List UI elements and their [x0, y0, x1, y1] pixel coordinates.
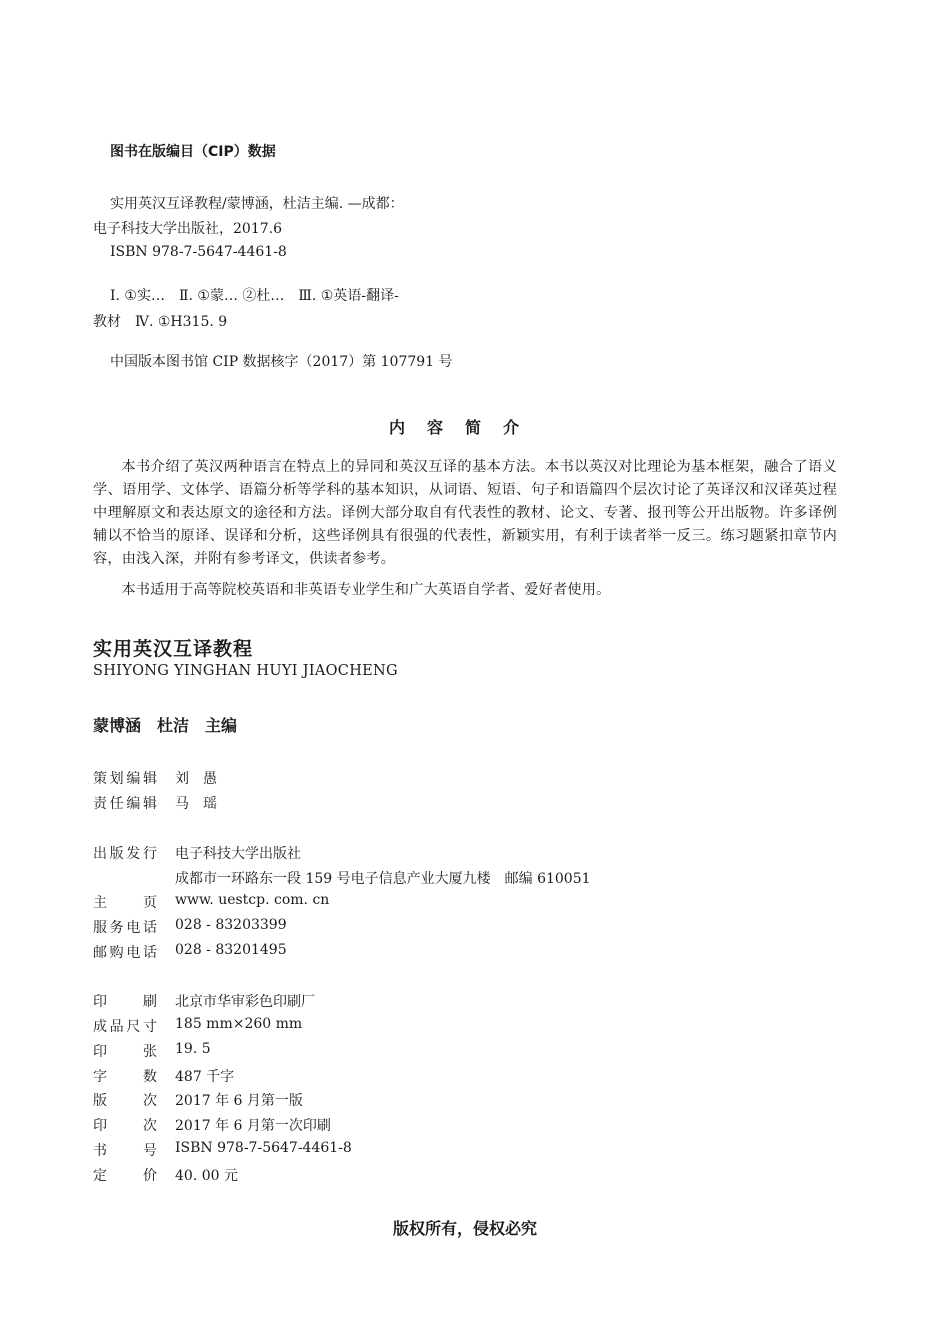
- info-value: 487 千字: [175, 1069, 235, 1085]
- info-value: 北京市华审彩色印刷厂: [175, 994, 315, 1010]
- summary-title: 内容简介: [388, 418, 541, 437]
- service-phone: 028 - 83203399: [175, 917, 287, 933]
- publisher-row: [93, 843, 301, 863]
- cip-verification: 中国版本图书馆 CIP 数据核字（2017）第 107791 号: [110, 354, 453, 370]
- spec-row: [93, 1041, 211, 1061]
- info-value: 马 瑶: [175, 796, 217, 812]
- spec-row: [93, 1016, 303, 1036]
- mail-order-phone-row: [93, 942, 287, 962]
- copyright-notice: 版权所有，侵权必究: [392, 1219, 537, 1238]
- info-label: 主页: [93, 895, 157, 911]
- info-label: 出版发行: [93, 846, 157, 862]
- publisher-name: 电子科技大学出版社: [175, 846, 301, 862]
- info-value: 2017 年 6 月第一次印刷: [175, 1118, 331, 1134]
- homepage-url: www. uestcp. com. cn: [175, 892, 330, 908]
- info-label: 印张: [93, 1044, 157, 1060]
- author-2: 杜洁: [157, 716, 190, 735]
- cip-line-1: 实用英汉互译教程/蒙博涵，杜洁主编. —成都：: [110, 196, 404, 212]
- spec-row: [93, 991, 315, 1011]
- spec-row: [93, 1140, 352, 1160]
- info-label: 服务电话: [93, 920, 157, 936]
- editor-row: [93, 793, 217, 813]
- info-label: 责任编辑: [93, 796, 157, 812]
- cip-isbn: ISBN 978-7-5647-4461-8: [110, 244, 287, 260]
- book-pinyin: SHIYONG YINGHAN HUYI JIAOCHENG: [93, 663, 398, 679]
- publisher-address: 成都市一环路东一段 159 号电子信息产业大厦九楼 邮编 610051: [175, 871, 591, 887]
- spec-row: [93, 1165, 238, 1185]
- info-label: 定价: [93, 1168, 157, 1184]
- homepage-row: [93, 892, 330, 912]
- editor-row: [93, 768, 217, 788]
- publisher-address-row: [93, 868, 591, 887]
- info-value: 刘 愚: [175, 771, 217, 787]
- service-phone-row: [93, 917, 287, 937]
- info-value: 2017 年 6 月第一版: [175, 1093, 303, 1109]
- info-label: 版次: [93, 1093, 157, 1109]
- info-value: 40. 00 元: [175, 1168, 238, 1184]
- info-label: 策划编辑: [93, 771, 157, 787]
- info-value: 19. 5: [175, 1041, 211, 1057]
- author-role: 主编: [205, 716, 238, 735]
- info-value: 185 mm×260 mm: [175, 1016, 303, 1032]
- info-label: 书号: [93, 1143, 157, 1159]
- spec-row: [93, 1066, 235, 1086]
- mail-order-phone: 028 - 83201495: [175, 942, 287, 958]
- book-title: 实用英汉互译教程: [93, 638, 254, 660]
- cip-line-5: 教材 Ⅳ. ①H315. 9: [93, 314, 228, 330]
- spec-row: [93, 1115, 331, 1135]
- info-value: ISBN 978-7-5647-4461-8: [175, 1140, 352, 1156]
- spec-row: [93, 1090, 303, 1110]
- author-1: 蒙博涵: [93, 716, 142, 735]
- cip-line-4: Ⅰ. ①实… Ⅱ. ①蒙… ②杜… Ⅲ. ①英语-翻译-: [110, 288, 399, 304]
- info-label: 字数: [93, 1069, 157, 1085]
- info-label: 印刷: [93, 994, 157, 1010]
- info-label: 成品尺寸: [93, 1019, 157, 1035]
- summary-paragraph-2: 本书适用于高等院校英语和非英语专业学生和广大英语自学者、爱好者使用。: [121, 582, 611, 598]
- cip-heading: 图书在版编目（CIP）数据: [110, 144, 276, 160]
- cip-line-2: 电子科技大学出版社，2017.6: [93, 221, 282, 237]
- info-label: 印次: [93, 1118, 157, 1134]
- info-label: 邮购电话: [93, 945, 157, 961]
- authors: [93, 713, 253, 736]
- summary-paragraph-1: 本书介绍了英汉两种语言在特点上的异同和英汉互译的基本方法。本书以英汉对比理论为基本框架，融合了语义学、语用学、文体学、语篇分析等学科的基本知识，从词语、短语、句子和语篇四个层次讨论了英译汉和汉译英过程中理解原文和表达原文的途径和方法。译例大部分取自有代表性的教材、论文、专著、报刊等公开出版物。许多译例辅以不恰当的原译、误译和分析，这些译例具有很强的代表性，新颖实用，有利于读者举一反三。练习题紧扣章节内容，由浅入深，并附有参考译文，供读者参考。: [93, 459, 837, 567]
